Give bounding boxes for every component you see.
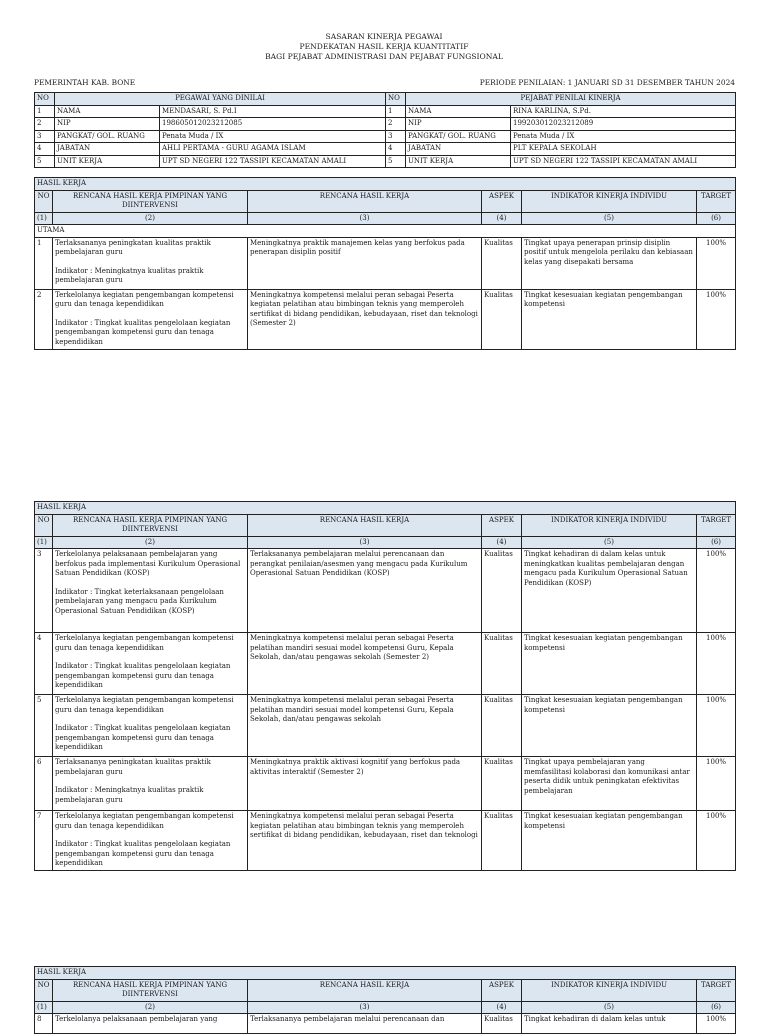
indikator-kinerja-cell: Tingkat kesesuaian kegiatan pengembangan kompetensi [522, 289, 697, 349]
column-header [35, 514, 736, 549]
row-no: 4 [35, 143, 55, 156]
column-header-cell: TARGET [697, 514, 736, 536]
rencana-pimpinan-cell [53, 811, 248, 871]
rencana-hasil-cell: Meningkatnya kompetensi melalui peran sebagai Peserta kegiatan pelatihan atau bimbingan teknis yang memperoleh sertifikat di bidang pendidikan, kebudayaan, riset dan teknologi (Semester 2) [248, 289, 482, 349]
target-cell: 100% [697, 237, 736, 289]
section-title: HASIL KERJA [35, 502, 736, 515]
column-header [35, 979, 736, 1014]
pegawai-table [34, 92, 736, 168]
field-label-2: JABATAN [406, 143, 511, 156]
rencana-pimpinan-text: Terkelolanya kegiatan pengembangan kompetensi guru dan tenaga kependidikan [55, 696, 234, 714]
table-row [35, 695, 736, 757]
column-header-cell: INDIKATOR KINERJA INDIVIDU [522, 514, 697, 536]
section-title-row [35, 967, 736, 980]
column-number-cell: (1) [35, 536, 53, 549]
column-header-row [35, 190, 736, 212]
aspek-cell: Kualitas [482, 757, 522, 811]
column-header-cell: RENCANA HASIL KERJA PIMPINAN YANG DIINTERVENSI [53, 190, 248, 212]
pegawai-dinilai-title: PEGAWAI YANG DINILAI [55, 93, 386, 106]
column-number-cell: (5) [522, 536, 697, 549]
pegawai-row [35, 155, 736, 168]
column-number-cell: (6) [697, 212, 736, 225]
row-no-2: 2 [386, 118, 406, 131]
pejabat-penilai-title: PEJABAT PENILAI KINERJA [406, 93, 736, 106]
rencana-pimpinan-cell [53, 549, 248, 633]
pegawai-row [35, 105, 736, 118]
rencana-hasil-cell: Meningkatnya praktik aktivasi kognitif yang berfokus pada aktivitas interaktif (Semester 2) [248, 757, 482, 811]
row-no: 1 [35, 105, 55, 118]
field-value-2: RINA KARLINA, S.Pd. [511, 105, 736, 118]
column-header-row [35, 514, 736, 536]
doc-subtitle-1: PENDEKATAN HASIL KERJA KUANTITATIF [299, 42, 469, 51]
hasil-kerja-table-1 [34, 177, 736, 350]
column-number-cell: (3) [248, 212, 482, 225]
table-row [35, 237, 736, 289]
field-label: NAMA [55, 105, 160, 118]
column-number-cell: (4) [482, 1001, 522, 1014]
target-cell: 100% [697, 549, 736, 633]
row-no-2: 3 [386, 130, 406, 143]
indikator-pimpinan-text: Indikator : Meningkatnya kualitas praktik pembelajaran guru [55, 786, 204, 804]
target-cell: 100% [697, 289, 736, 349]
table-row [35, 811, 736, 871]
row-no: 2 [35, 289, 53, 349]
indikator-kinerja-cell: Tingkat upaya penerapan prinsip disiplin positif untuk mengelola perilaku dan kebiasaan kelas yang disepakati bersama [522, 237, 697, 289]
rencana-pimpinan-text: Terlaksananya peningkatan kualitas praktik pembelajaran guru [55, 758, 211, 776]
field-label-2: UNIT KERJA [406, 155, 511, 168]
column-header-cell: NO [35, 979, 53, 1001]
column-header-cell: NO [35, 190, 53, 212]
indikator-pimpinan-text: Indikator : Tingkat keterlaksanaan pengelolaan pembelajaran yang mengacu pada Kurikulum Operasional Satuan Pendidikan (KOSP) [55, 587, 224, 615]
row-no: 8 [35, 1014, 53, 1034]
pegawai-row [35, 130, 736, 143]
row-no: 3 [35, 549, 53, 633]
indikator-kinerja-cell: Tingkat upaya pembelajaran yang memfasilitasi kolaborasi dan komunikasi antar peserta didik untuk peningkatan efektivitas pembelajaran [522, 757, 697, 811]
column-header-cell: RENCANA HASIL KERJA [248, 514, 482, 536]
col-no: NO [35, 93, 55, 106]
row-no: 4 [35, 633, 53, 695]
rencana-hasil-cell: Terlaksananya pembelajaran melalui perencanaan dan [248, 1014, 482, 1034]
indikator-kinerja-cell: Tingkat kesesuaian kegiatan pengembangan kompetensi [522, 633, 697, 695]
rencana-pimpinan-text: Terlaksananya peningkatan kualitas praktik pembelajaran guru [55, 238, 211, 256]
field-value-2: PLT KEPALA SEKOLAH [511, 143, 736, 156]
row-no-2: 1 [386, 105, 406, 118]
row-no: 5 [35, 695, 53, 757]
indikator-kinerja-cell: Tingkat kehadiran di dalam kelas untuk meningkatkan kualitas pembelajaran dengan mengacu pada Kurikulum Operasional Satuan Pendidikan (KOSP) [522, 549, 697, 633]
column-number-cell: (1) [35, 1001, 53, 1014]
column-header-cell: INDIKATOR KINERJA INDIVIDU [522, 979, 697, 1001]
column-number-cell: (2) [53, 536, 248, 549]
utama-label: UTAMA [35, 225, 736, 238]
column-number-cell: (6) [697, 1001, 736, 1014]
institution-label: PEMERINTAH KAB. BONE [34, 78, 136, 87]
rencana-hasil-cell: Meningkatnya kompetensi melalui peran sebagai Peserta kegiatan pelatihan atau bimbingan teknis yang memperoleh sertifikat di bidang pendidikan, kebudayaan, riset dan teknologi [248, 811, 482, 871]
target-cell: 100% [697, 695, 736, 757]
column-number-cell: (2) [53, 212, 248, 225]
pegawai-row [35, 143, 736, 156]
column-number-row [35, 212, 736, 225]
column-number-cell: (4) [482, 212, 522, 225]
column-header-cell: TARGET [697, 190, 736, 212]
aspek-cell: Kualitas [482, 1014, 522, 1034]
column-header-cell: RENCANA HASIL KERJA [248, 190, 482, 212]
section-title-row [35, 178, 736, 191]
field-label-2: NAMA [406, 105, 511, 118]
column-header-cell: INDIKATOR KINERJA INDIVIDU [522, 190, 697, 212]
rencana-pimpinan-cell [53, 695, 248, 757]
table-row [35, 289, 736, 349]
column-number-cell: (5) [522, 212, 697, 225]
rencana-pimpinan-text: Terkelolanya kegiatan pengembangan kompetensi guru dan tenaga kependidikan [55, 290, 234, 308]
aspek-cell: Kualitas [482, 237, 522, 289]
hasil-kerja-table-2 [34, 501, 736, 871]
rencana-pimpinan-text: Terkelolanya pelaksanaan pembelajaran yang [55, 1015, 218, 1023]
column-header-cell: RENCANA HASIL KERJA [248, 979, 482, 1001]
field-label: NIP [55, 118, 160, 131]
rencana-pimpinan-cell [53, 757, 248, 811]
aspek-cell: Kualitas [482, 695, 522, 757]
table-row [35, 633, 736, 695]
field-value-2: UPT SD NEGERI 122 TASSIPI KECAMATAN AMALI [511, 155, 736, 168]
row-no: 1 [35, 237, 53, 289]
meta-line [34, 78, 735, 87]
column-number-cell: (3) [248, 1001, 482, 1014]
indikator-pimpinan-text: Indikator : Tingkat kualitas pengelolaan kegiatan pengembangan kompetensi guru dan tenaga kependidikan [55, 662, 231, 689]
column-header-cell: TARGET [697, 979, 736, 1001]
column-number-cell: (2) [53, 1001, 248, 1014]
rencana-pimpinan-cell [53, 633, 248, 695]
aspek-cell: Kualitas [482, 811, 522, 871]
table-row [35, 757, 736, 811]
rencana-hasil-cell: Meningkatnya praktik manajemen kelas yang berfokus pada penerapan disiplin positif [248, 237, 482, 289]
indikator-pimpinan-text: Indikator : Meningkatnya kualitas praktik pembelajaran guru [55, 266, 204, 284]
field-label: PANGKAT/ GOL. RUANG [55, 130, 160, 143]
column-header-cell: RENCANA HASIL KERJA PIMPINAN YANG DIINTERVENSI [53, 514, 248, 536]
target-cell: 100% [697, 1014, 736, 1034]
target-cell: 100% [697, 757, 736, 811]
column-number-cell: (4) [482, 536, 522, 549]
column-number-row [35, 1001, 736, 1014]
column-header [35, 190, 736, 225]
rencana-hasil-cell: Meningkatnya kompetensi melalui peran sebagai Peserta pelatihan mandiri sesuai model kompetensi Guru, Kepala Sekolah, dan/atau pengawas sekolah (Semester 2) [248, 633, 482, 695]
field-label: UNIT KERJA [55, 155, 160, 168]
row-no-2: 4 [386, 143, 406, 156]
field-value-2: 199203012023212089 [511, 118, 736, 131]
row-no: 3 [35, 130, 55, 143]
rencana-pimpinan-text: Terkelolanya pelaksanaan pembelajaran yang berfokus pada implementasi Kurikulum Operasional Satuan Pendidikan (KOSP) [55, 550, 241, 577]
period-label: PERIODE PENILAIAN: 1 JANUARI SD 31 DESEMBER TAHUN 2024 [479, 78, 735, 87]
indikator-kinerja-cell: Tingkat kesesuaian kegiatan pengembangan kompetensi [522, 811, 697, 871]
row-no: 6 [35, 757, 53, 811]
table-row [35, 549, 736, 633]
rencana-hasil-cell: Terlaksananya pembelajaran melalui perencanaan dan perangkat penilaian/asesmen yang mengacu pada Kurikulum Operasional Satuan Pendidikan (KOSP) [248, 549, 482, 633]
indikator-pimpinan-text: Indikator : Tingkat kualitas pengelolaan kegiatan pengembangan kompetensi guru dan tenaga kependidikan [55, 840, 231, 867]
field-label-2: NIP [406, 118, 511, 131]
doc-subtitle-2: BAGI PEJABAT ADMINISTRASI DAN PEJABAT FUNGSIONAL [265, 52, 503, 61]
row-no: 2 [35, 118, 55, 131]
target-cell: 100% [697, 633, 736, 695]
rencana-pimpinan-text: Terkelolanya kegiatan pengembangan kompetensi guru dan tenaga kependidikan [55, 634, 234, 652]
aspek-cell: Kualitas [482, 633, 522, 695]
section-title: HASIL KERJA [35, 967, 736, 980]
rencana-hasil-cell: Meningkatnya kompetensi melalui peran sebagai Peserta pelatihan mandiri sesuai model kompetensi Guru, Kepala Sekolah, dan/atau pengawas sekolah [248, 695, 482, 757]
section-title-row [35, 502, 736, 515]
row-no: 5 [35, 155, 55, 168]
field-label: JABATAN [55, 143, 160, 156]
field-label-2: PANGKAT/ GOL. RUANG [406, 130, 511, 143]
indikator-pimpinan-text: Indikator : Tingkat kualitas pengelolaan kegiatan pengembangan kompetensi guru dan tenaga kependidikan [55, 318, 231, 346]
column-number-cell: (3) [248, 536, 482, 549]
target-cell: 100% [697, 811, 736, 871]
pegawai-header-row [35, 93, 736, 106]
column-header-cell: ASPEK [482, 514, 522, 536]
column-header-cell: RENCANA HASIL KERJA PIMPINAN YANG DIINTERVENSI [53, 979, 248, 1001]
column-header-cell: NO [35, 514, 53, 536]
aspek-cell: Kualitas [482, 289, 522, 349]
field-value: 198605012023212085 [160, 118, 386, 131]
rencana-pimpinan-cell [53, 237, 248, 289]
field-value: Penata Muda / IX [160, 130, 386, 143]
section-title: HASIL KERJA [35, 178, 736, 191]
field-value-2: Penata Muda / IX [511, 130, 736, 143]
indikator-kinerja-cell: Tingkat kehadiran di dalam kelas untuk [522, 1014, 697, 1034]
column-number-cell: (5) [522, 1001, 697, 1014]
rencana-pimpinan-text: Terkelolanya kegiatan pengembangan kompetensi guru dan tenaga kependidikan [55, 812, 234, 830]
aspek-cell: Kualitas [482, 549, 522, 633]
utama-row [35, 225, 736, 238]
indikator-pimpinan-text: Indikator : Tingkat kualitas pengelolaan kegiatan pengembangan kompetensi guru dan tenaga kependidikan [55, 724, 231, 751]
column-number-row [35, 536, 736, 549]
column-header-cell: ASPEK [482, 190, 522, 212]
column-number-cell: (1) [35, 212, 53, 225]
pegawai-row [35, 118, 736, 131]
field-value: UPT SD NEGERI 122 TASSIPI KECAMATAN AMALI [160, 155, 386, 168]
indikator-kinerja-cell: Tingkat kesesuaian kegiatan pengembangan kompetensi [522, 695, 697, 757]
field-value: MENDASARI, S. Pd.I [160, 105, 386, 118]
col-no-2: NO [386, 93, 406, 106]
doc-title: SASARAN KINERJA PEGAWAI [325, 32, 443, 41]
column-header-cell: ASPEK [482, 979, 522, 1001]
field-value: AHLI PERTAMA - GURU AGAMA ISLAM [160, 143, 386, 156]
rencana-pimpinan-cell [53, 289, 248, 349]
column-number-cell: (6) [697, 536, 736, 549]
row-no-2: 5 [386, 155, 406, 168]
document-header [0, 32, 768, 62]
row-no: 7 [35, 811, 53, 871]
column-header-row [35, 979, 736, 1001]
